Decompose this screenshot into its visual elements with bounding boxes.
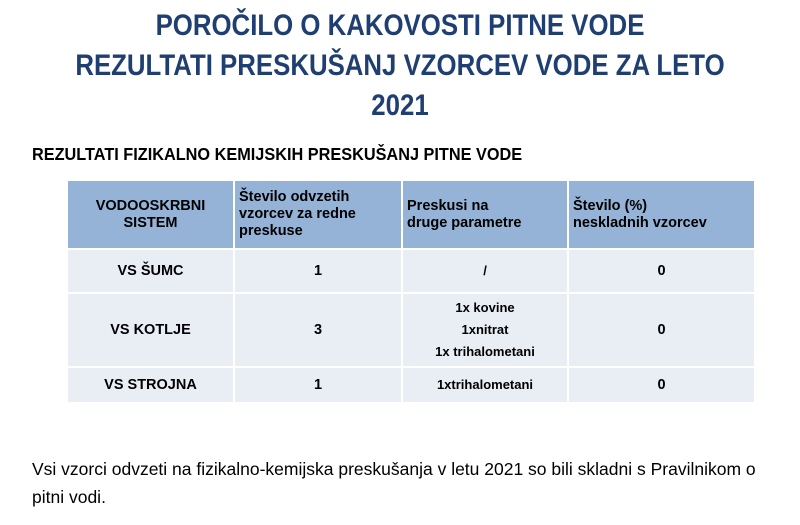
header-line: Število (%) — [573, 197, 648, 214]
other-test-item: / — [483, 263, 487, 278]
table-header-row — [68, 181, 754, 249]
title-line-3: 2021 — [371, 89, 429, 122]
table-row — [68, 293, 754, 367]
header-other-tests — [402, 181, 568, 249]
header-line: druge parametre — [407, 214, 522, 231]
header-line: Število odvzetih — [239, 189, 350, 205]
cell-noncompliant: 0 — [568, 293, 754, 367]
cell-system: VS KOTLJE — [68, 293, 234, 367]
header-line: preskuse — [239, 223, 303, 239]
table-row — [68, 249, 754, 293]
cell-noncompliant: 0 — [568, 367, 754, 402]
header-water-system — [68, 181, 234, 249]
header-sample-count — [234, 181, 402, 249]
cell-samples: 3 — [234, 293, 402, 367]
header-line: neskladnih vzorcev — [573, 214, 707, 231]
cell-other-tests — [402, 367, 568, 402]
table-row — [68, 367, 754, 402]
header-line: VODOOSKRBNI — [95, 197, 206, 214]
other-test-item: 1xnitrat — [461, 322, 509, 337]
header-line: Preskusi na — [407, 197, 489, 214]
cell-other-tests — [402, 249, 568, 293]
footer-statement: Vsi vzorci odvzeti na fizikalno-kemijska preskušanja v letu 2021 so bili skladni s Pravilnikom o pitni vodi. — [32, 459, 756, 507]
other-test-item: 1x kovine — [455, 300, 515, 315]
results-table — [68, 181, 754, 402]
cell-samples: 1 — [234, 367, 402, 402]
cell-system: VS ŠUMC — [68, 249, 234, 293]
section-heading: REZULTATI FIZIKALNO KEMIJSKIH PRESKUŠANJ PITNE VODE — [32, 144, 523, 164]
other-test-item: 1x trihalometani — [435, 344, 535, 359]
cell-noncompliant: 0 — [568, 249, 754, 293]
header-line: vzorcev za redne — [239, 206, 356, 222]
other-test-item: 1xtrihalometani — [436, 377, 534, 392]
cell-other-tests — [402, 293, 568, 367]
header-noncompliant — [568, 181, 754, 249]
title-line-1: POROČILO O KAKOVOSTI PITNE VODE — [155, 9, 645, 42]
cell-samples: 1 — [234, 249, 402, 293]
header-line: SISTEM — [123, 214, 178, 231]
page-title — [56, 6, 744, 126]
cell-system: VS STROJNA — [68, 367, 234, 402]
title-line-2: REZULTATI PRESKUŠANJ VZORCEV VODE ZA LETO — [75, 49, 725, 82]
